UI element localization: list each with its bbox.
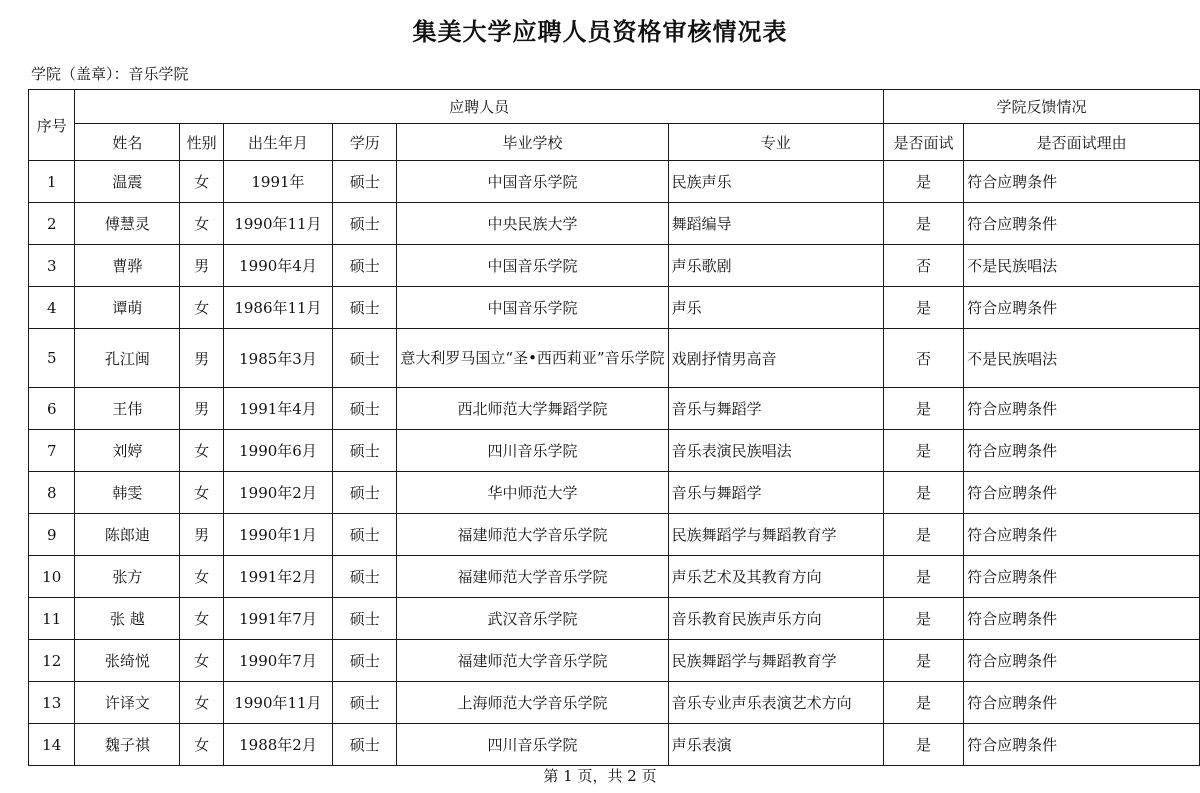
table-header xyxy=(29,90,1200,161)
cell-major: 民族声乐 xyxy=(668,161,883,203)
cell-name: 张 越 xyxy=(75,598,180,640)
cell-name: 韩雯 xyxy=(75,472,180,514)
cell-birth: 1991年4月 xyxy=(223,388,332,430)
cell-major: 音乐教育民族声乐方向 xyxy=(668,598,883,640)
cell-interview: 是 xyxy=(883,472,963,514)
table-row xyxy=(29,724,1200,766)
header-group-row xyxy=(29,90,1200,124)
table-row xyxy=(29,514,1200,556)
cell-reason: 符合应聘条件 xyxy=(964,514,1200,556)
cell-interview: 是 xyxy=(883,598,963,640)
cell-interview: 是 xyxy=(883,682,963,724)
header-school: 毕业学校 xyxy=(397,124,668,161)
cell-major: 声乐 xyxy=(668,287,883,329)
cell-reason: 符合应聘条件 xyxy=(964,724,1200,766)
cell-name: 谭萌 xyxy=(75,287,180,329)
cell-school: 中央民族大学 xyxy=(397,203,668,245)
cell-birth: 1988年2月 xyxy=(223,724,332,766)
cell-birth: 1986年11月 xyxy=(223,287,332,329)
cell-degree: 硕士 xyxy=(333,287,397,329)
cell-birth: 1990年6月 xyxy=(223,430,332,472)
cell-school: 中国音乐学院 xyxy=(397,287,668,329)
cell-school: 武汉音乐学院 xyxy=(397,598,668,640)
cell-name: 陈郎迪 xyxy=(75,514,180,556)
cell-index: 11 xyxy=(29,598,75,640)
cell-gender: 女 xyxy=(180,161,224,203)
header-major: 专业 xyxy=(668,124,883,161)
cell-major: 音乐表演民族唱法 xyxy=(668,430,883,472)
cell-interview: 是 xyxy=(883,514,963,556)
table-row xyxy=(29,329,1200,388)
cell-reason: 符合应聘条件 xyxy=(964,556,1200,598)
cell-degree: 硕士 xyxy=(333,472,397,514)
cell-interview: 是 xyxy=(883,430,963,472)
table-row xyxy=(29,161,1200,203)
cell-degree: 硕士 xyxy=(333,203,397,245)
cell-birth: 1991年2月 xyxy=(223,556,332,598)
cell-interview: 是 xyxy=(883,161,963,203)
cell-interview: 是 xyxy=(883,388,963,430)
cell-index: 7 xyxy=(29,430,75,472)
header-gender: 性别 xyxy=(180,124,224,161)
cell-gender: 女 xyxy=(180,472,224,514)
cell-reason: 符合应聘条件 xyxy=(964,287,1200,329)
header-column-row xyxy=(29,124,1200,161)
cell-degree: 硕士 xyxy=(333,329,397,388)
cell-index: 5 xyxy=(29,329,75,388)
cell-name: 孔江闽 xyxy=(75,329,180,388)
cell-school: 上海师范大学音乐学院 xyxy=(397,682,668,724)
cell-school: 意大利罗马国立“圣•西西莉亚”音乐学院 xyxy=(397,329,668,388)
cell-name: 魏子祺 xyxy=(75,724,180,766)
cell-degree: 硕士 xyxy=(333,556,397,598)
document-title: 集美大学应聘人员资格审核情况表 xyxy=(412,18,788,46)
table-row xyxy=(29,598,1200,640)
cell-interview: 否 xyxy=(883,329,963,388)
cell-degree: 硕士 xyxy=(333,640,397,682)
table-row xyxy=(29,640,1200,682)
cell-gender: 女 xyxy=(180,724,224,766)
header-name: 姓名 xyxy=(75,124,180,161)
cell-gender: 女 xyxy=(180,556,224,598)
cell-degree: 硕士 xyxy=(333,598,397,640)
cell-birth: 1990年1月 xyxy=(223,514,332,556)
cell-birth: 1990年2月 xyxy=(223,472,332,514)
cell-major: 声乐歌剧 xyxy=(668,245,883,287)
cell-major: 音乐与舞蹈学 xyxy=(668,388,883,430)
cell-school: 福建师范大学音乐学院 xyxy=(397,514,668,556)
header-degree: 学历 xyxy=(333,124,397,161)
cell-interview: 是 xyxy=(883,556,963,598)
cell-major: 民族舞蹈学与舞蹈教育学 xyxy=(668,640,883,682)
cell-index: 13 xyxy=(29,682,75,724)
cell-school: 四川音乐学院 xyxy=(397,430,668,472)
cell-name: 傅慧灵 xyxy=(75,203,180,245)
cell-birth: 1990年7月 xyxy=(223,640,332,682)
header-index: 序号 xyxy=(29,90,75,161)
cell-degree: 硕士 xyxy=(333,514,397,556)
cell-reason: 不是民族唱法 xyxy=(964,245,1200,287)
cell-index: 3 xyxy=(29,245,75,287)
cell-birth: 1985年3月 xyxy=(223,329,332,388)
cell-degree: 硕士 xyxy=(333,682,397,724)
cell-name: 曹骅 xyxy=(75,245,180,287)
cell-degree: 硕士 xyxy=(333,724,397,766)
cell-reason: 符合应聘条件 xyxy=(964,598,1200,640)
header-reason: 是否面试理由 xyxy=(964,124,1200,161)
cell-interview: 是 xyxy=(883,724,963,766)
cell-gender: 女 xyxy=(180,598,224,640)
cell-reason: 符合应聘条件 xyxy=(964,430,1200,472)
table-row xyxy=(29,245,1200,287)
cell-name: 刘婷 xyxy=(75,430,180,472)
cell-name: 许译文 xyxy=(75,682,180,724)
cell-index: 1 xyxy=(29,161,75,203)
cell-major: 民族舞蹈学与舞蹈教育学 xyxy=(668,514,883,556)
cell-birth: 1990年11月 xyxy=(223,203,332,245)
cell-major: 戏剧抒情男高音 xyxy=(668,329,883,388)
table-body xyxy=(29,161,1200,766)
cell-name: 温震 xyxy=(75,161,180,203)
cell-degree: 硕士 xyxy=(333,245,397,287)
table-row xyxy=(29,388,1200,430)
cell-interview: 是 xyxy=(883,203,963,245)
cell-school: 华中师范大学 xyxy=(397,472,668,514)
college-stamp-line: 学院（盖章）：音乐学院 xyxy=(31,65,189,83)
cell-degree: 硕士 xyxy=(333,430,397,472)
cell-index: 12 xyxy=(29,640,75,682)
cell-reason: 符合应聘条件 xyxy=(964,161,1200,203)
table-row xyxy=(29,287,1200,329)
cell-gender: 男 xyxy=(180,245,224,287)
table-row xyxy=(29,682,1200,724)
header-interview: 是否面试 xyxy=(883,124,963,161)
cell-major: 音乐与舞蹈学 xyxy=(668,472,883,514)
table-row xyxy=(29,430,1200,472)
header-applicant-group: 应聘人员 xyxy=(75,90,883,124)
cell-school: 福建师范大学音乐学院 xyxy=(397,556,668,598)
header-birth: 出生年月 xyxy=(223,124,332,161)
cell-degree: 硕士 xyxy=(333,161,397,203)
cell-birth: 1991年7月 xyxy=(223,598,332,640)
cell-gender: 男 xyxy=(180,329,224,388)
cell-gender: 女 xyxy=(180,430,224,472)
table-row xyxy=(29,203,1200,245)
cell-interview: 否 xyxy=(883,245,963,287)
cell-school: 中国音乐学院 xyxy=(397,245,668,287)
cell-reason: 符合应聘条件 xyxy=(964,203,1200,245)
cell-gender: 男 xyxy=(180,388,224,430)
table-row xyxy=(29,472,1200,514)
cell-gender: 女 xyxy=(180,287,224,329)
cell-index: 6 xyxy=(29,388,75,430)
cell-index: 9 xyxy=(29,514,75,556)
cell-gender: 男 xyxy=(180,514,224,556)
header-feedback-group: 学院反馈情况 xyxy=(883,90,1199,124)
table-row xyxy=(29,556,1200,598)
cell-reason: 符合应聘条件 xyxy=(964,472,1200,514)
cell-gender: 女 xyxy=(180,682,224,724)
cell-major: 声乐艺术及其教育方向 xyxy=(668,556,883,598)
cell-reason: 符合应聘条件 xyxy=(964,640,1200,682)
cell-index: 14 xyxy=(29,724,75,766)
applicant-review-table xyxy=(28,89,1200,766)
cell-gender: 女 xyxy=(180,640,224,682)
cell-name: 王伟 xyxy=(75,388,180,430)
cell-major: 音乐专业声乐表演艺术方向 xyxy=(668,682,883,724)
cell-name: 张方 xyxy=(75,556,180,598)
cell-degree: 硕士 xyxy=(333,388,397,430)
cell-index: 4 xyxy=(29,287,75,329)
cell-school: 中国音乐学院 xyxy=(397,161,668,203)
cell-school: 福建师范大学音乐学院 xyxy=(397,640,668,682)
cell-index: 2 xyxy=(29,203,75,245)
cell-reason: 符合应聘条件 xyxy=(964,388,1200,430)
cell-school: 四川音乐学院 xyxy=(397,724,668,766)
cell-school: 西北师范大学舞蹈学院 xyxy=(397,388,668,430)
cell-birth: 1990年11月 xyxy=(223,682,332,724)
cell-gender: 女 xyxy=(180,203,224,245)
cell-name: 张绮悦 xyxy=(75,640,180,682)
cell-reason: 符合应聘条件 xyxy=(964,682,1200,724)
page-number: 第 1 页，共 2 页 xyxy=(543,767,657,785)
cell-major: 声乐表演 xyxy=(668,724,883,766)
cell-index: 8 xyxy=(29,472,75,514)
cell-birth: 1990年4月 xyxy=(223,245,332,287)
cell-reason: 不是民族唱法 xyxy=(964,329,1200,388)
cell-major: 舞蹈编导 xyxy=(668,203,883,245)
cell-index: 10 xyxy=(29,556,75,598)
cell-interview: 是 xyxy=(883,640,963,682)
cell-birth: 1991年 xyxy=(223,161,332,203)
cell-interview: 是 xyxy=(883,287,963,329)
